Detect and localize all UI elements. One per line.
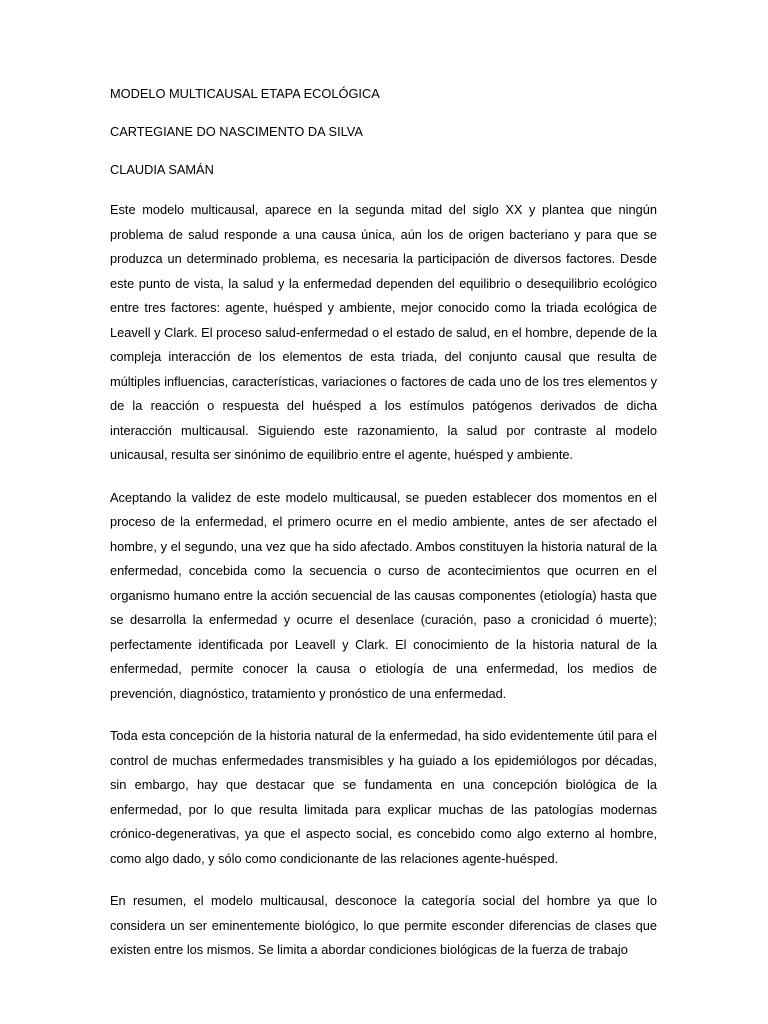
document-body (110, 84, 657, 981)
author-name: CARTEGIANE DO NASCIMENTO DA SILVA (110, 124, 363, 139)
author-name: CLAUDIA SAMÁN (110, 162, 214, 177)
body-paragraph: Este modelo multicausal, aparece en la segunda mitad del siglo XX y plantea que ningún problema de salud responde a una causa única, aún los de origen bacteriano y para que se produzca un determinado problema, es necesaria la participación de diversos factores. Desde este punto de vista, la salud y la enfermedad dependen del equilibrio o desequilibrio ecológico entre tres factores: agente, huésped y ambiente, mejor conocido como la triada ecológica de Leavell y Clark. El proceso salud-enfermedad o el estado de salud, en el hombre, depende de la compleja interacción de los elementos de esta triada, del conjunto causal que resulta de múltiples influencias, características, variaciones o factores de cada uno de los tres elementos y de la reacción o respuesta del huésped a los estímulos patógenos derivados de dicha interacción multicausal. Siguiendo este razonamiento, la salud por contraste al modelo unicausal, resulta ser sinónimo de equilibrio entre el agente, huésped y ambiente. (110, 202, 657, 462)
body-paragraph: Toda esta concepción de la historia natural de la enfermedad, ha sido evidentemente útil para el control de muchas enfermedades transmisibles y ha guiado a los epidemiólogos por décadas, sin embargo, hay que destacar que se fundamenta en una concepción biológica de la enfermedad, por lo que resulta limitada para explicar muchas de las patologías modernas crónico-degenerativas, ya que el aspecto social, es concebido como algo externo al hombre, como algo dado, y sólo como condicionante de las relaciones agente-huésped. (110, 728, 657, 866)
body-paragraph: Aceptando la validez de este modelo multicausal, se pueden establecer dos momentos en el proceso de la enfermedad, el primero ocurre en el medio ambiente, antes de ser afectado el hombre, y el segundo, una vez que ha sido afectado. Ambos constituyen la historia natural de la enfermedad, concebida como la secuencia o curso de acontecimientos que ocurren en el organismo humano entre la acción secuencial de las causas componentes (etiología) hasta que se desarrolla la enfermedad y ocurre el desenlace (curación, paso a cronicidad ó muerte); perfectamente identificada por Leavell y Clark. El conocimiento de la historia natural de la enfermedad, permite conocer la causa o etiología de una enfermedad, los medios de prevención, diagnóstico, tratamiento y pronóstico de una enfermedad. (110, 489, 657, 701)
document-title: MODELO MULTICAUSAL ETAPA ECOLÓGICA (110, 86, 380, 101)
body-paragraph: En resumen, el modelo multicausal, desconoce la categoría social del hombre ya que lo considera un ser eminentemente biológico, lo que permite esconder diferencias de clases que existen entre los mismos. Se limita a abordar condiciones biológicas de la fuerza de trabajo (110, 893, 657, 957)
